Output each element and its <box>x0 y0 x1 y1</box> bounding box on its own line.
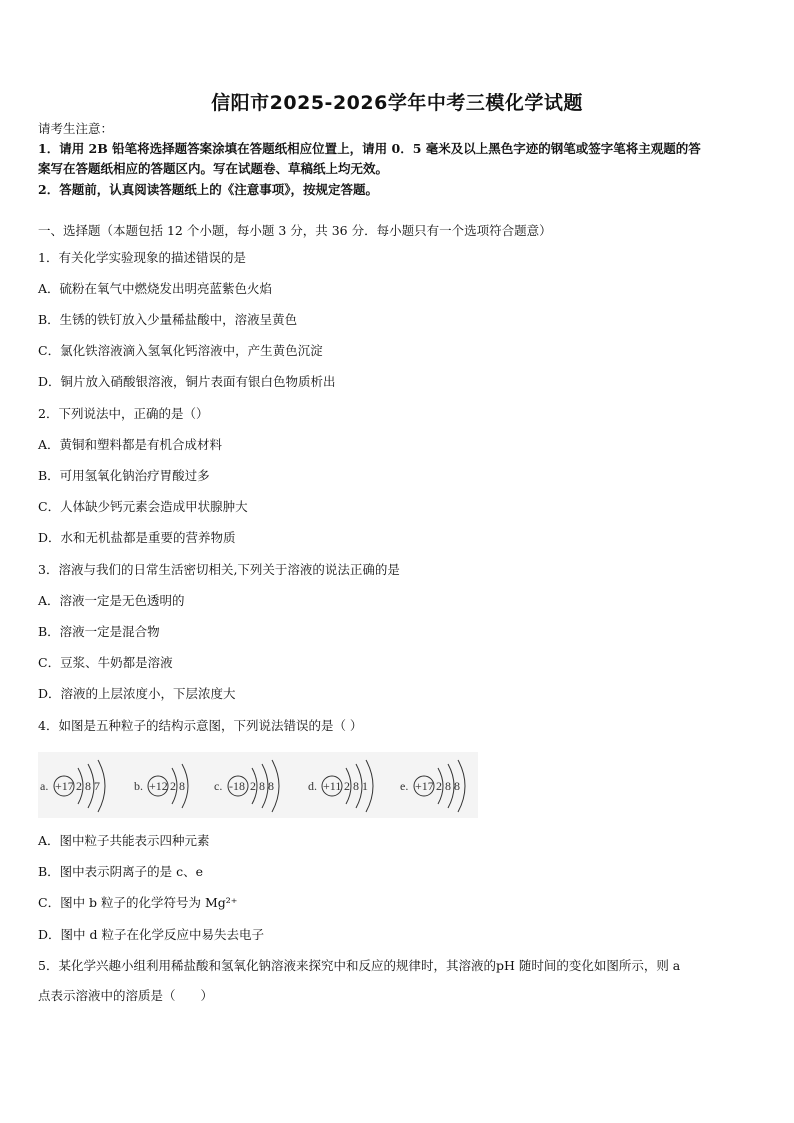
atom-shells: 2 8 8 <box>250 779 274 793</box>
atom-diagram-a <box>40 760 105 812</box>
atom-diagram-d <box>308 760 373 812</box>
atom-shells: 2 8 8 <box>436 779 460 793</box>
question-option: A．溶液一定是无色透明的 <box>38 593 185 608</box>
question-option: D．图中 d 粒子在化学反应中易失去电子 <box>38 927 264 942</box>
atom-diagram-e <box>400 760 465 812</box>
question-stem: 1．有关化学实验现象的描述错误的是 <box>38 250 246 265</box>
atom-shells: 2 8 1 <box>344 779 368 793</box>
question-option: C．图中 b 粒子的化学符号为 Mg²⁺ <box>38 895 238 910</box>
question-option: C．人体缺少钙元素会造成甲状腺肿大 <box>38 499 248 514</box>
question-stem: 3．溶液与我们的日常生活密切相关,下列关于溶液的说法正确的是 <box>38 562 400 577</box>
question-option: D．铜片放入硝酸银溶液，铜片表面有银白色物质析出 <box>38 374 336 389</box>
question-option: B．溶液一定是混合物 <box>38 624 160 639</box>
question-option: C．豆浆、牛奶都是溶液 <box>38 655 173 670</box>
question-option: B．生锈的铁钉放入少量稀盐酸中，溶液呈黄色 <box>38 312 298 327</box>
atom-shells: 2 8 7 <box>76 779 100 793</box>
question-stem: 2．下列说法中，正确的是（） <box>38 406 209 421</box>
question-option: D．水和无机盐都是重要的营养物质 <box>38 530 236 545</box>
atom-letter: e. <box>400 779 409 793</box>
atom-diagram-c <box>214 760 279 812</box>
question-option: A．黄铜和塑料都是有机合成材料 <box>38 437 223 452</box>
page-title: 信阳市2025-2026学年中考三模化学试题 <box>211 92 583 114</box>
atom-letter: d. <box>308 779 317 793</box>
notice-item-1-line-2: 案写在答题纸相应的答题区内。写在试题卷、草稿纸上均无效。 <box>38 161 389 176</box>
question-option: C．氯化铁溶液滴入氢氧化钙溶液中，产生黄色沉淀 <box>38 343 323 358</box>
question-stem: 4．如图是五种粒子的结构示意图，下列说法错误的是（ ） <box>38 718 363 733</box>
question-option: A．硫粉在氧气中燃烧发出明亮蓝紫色火焰 <box>38 281 273 296</box>
question-stem-continued: 点表示溶液中的溶质是（ ） <box>38 988 214 1003</box>
atomic-structure-figure <box>38 752 478 818</box>
question-option: A．图中粒子共能表示四种元素 <box>38 833 210 848</box>
atom-nucleus: +11 <box>323 779 342 793</box>
atom-letter: b. <box>134 779 143 793</box>
question-option: D．溶液的上层浓度小，下层浓度大 <box>38 686 236 701</box>
atom-shells: 2 8 <box>170 779 185 793</box>
atom-nucleus: -18 <box>229 779 245 793</box>
section-heading: 一、选择题（本题包括 12 个小题，每小题 3 分，共 36 分．每小题只有一个选项符合题意） <box>38 223 552 238</box>
atom-nucleus: +17 <box>55 779 74 793</box>
notice-heading: 请考生注意： <box>38 121 114 136</box>
notice-item-1-line-1: 1．请用 2B 铅笔将选择题答案涂填在答题纸相应位置上，请用 0．5 毫米及以上黑色字迹的钢笔或签字笔将主观题的答 <box>38 141 701 156</box>
notice-item-2: 2．答题前，认真阅读答题纸上的《注意事项》，按规定答题。 <box>38 182 378 197</box>
atom-nucleus: +12 <box>149 779 168 793</box>
question-option: B．图中表示阴离子的是 c、e <box>38 864 204 879</box>
atom-nucleus: +17 <box>415 779 434 793</box>
atom-letter: c. <box>214 779 223 793</box>
atom-letter: a. <box>40 779 49 793</box>
question-stem: 5．某化学兴趣小组利用稀盐酸和氢氧化钠溶液来探究中和反应的规律时，其溶液的pH 随时间的变化如图所示，则 a <box>38 958 681 973</box>
atom-diagram-b <box>134 764 188 808</box>
question-option: B．可用氢氧化钠治疗胃酸过多 <box>38 468 210 483</box>
